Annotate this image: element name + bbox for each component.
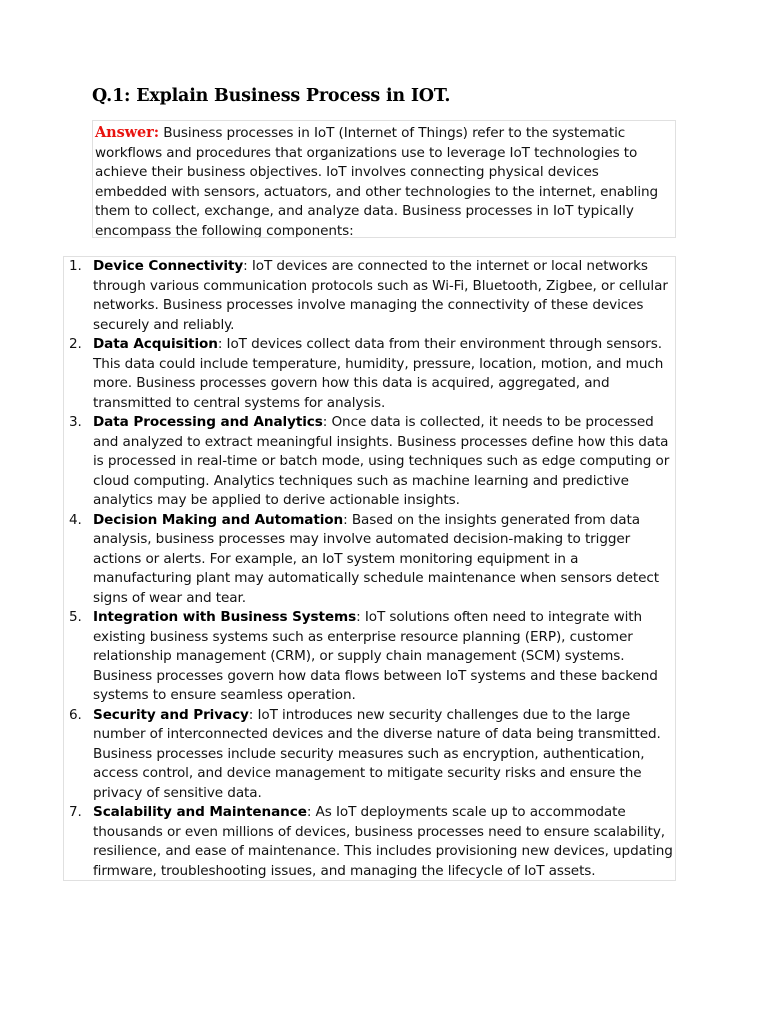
list-item-number: 2. [69,336,82,352]
list-item-term: Integration with Business Systems [93,609,357,625]
list-item-text: : As IoT deployments scale up to accommodate thousands or even millions of devices, business processes need to ensure scalability, resilience, and ease of maintenance. This includes provisioning new devices, updating firmware, troubleshooting issues, and managing the lifecycle of IoT assets. [93,804,673,879]
components-list [64,257,675,881]
components-list-container [63,256,676,881]
list-item-text: : IoT solutions often need to integrate with existing business systems such as enterprise resource planning (ERP), customer relationship management (CRM), or supply chain management (SCM) systems. Business processes govern how data flows between IoT systems and these backend systems to ensure seamless operation. [93,609,658,703]
list-item-number: 3. [69,414,82,430]
answer-paragraph [92,120,676,238]
list-item-term: Data Acquisition [93,336,218,352]
list-item-number: 5. [69,609,82,625]
answer-text: Business processes in IoT (Internet of Things) refer to the systematic workflows and procedures that organizations use to leverage IoT technologies to achieve their business objectives. IoT involves connecting physical devices embedded with sensors, actuators, and other technologies to the internet, enabling them to collect, exchange, and analyze data. Business processes in IoT typically encompass the following components: [95,125,659,238]
list-item [64,413,675,511]
answer-label: Answer: [95,124,159,141]
list-item-text: : IoT devices collect data from their environment through sensors. This data could include temperature, humidity, pressure, location, motion, and much more. Business processes govern how this data is acquired, aggregated, and transmitted to central systems for analysis. [93,336,664,411]
list-item-text: : Based on the insights generated from data analysis, business processes may involve automated decision-making to trigger actions or alerts. For example, an IoT system monitoring equipment in a manufacturing plant may automatically schedule maintenance when sensors detect signs of wear and tear. [93,511,659,606]
list-item [64,335,675,413]
list-item-text: : IoT introduces new security challenges due to the large number of interconnected devices and the diverse nature of data being transmitted. Business processes include security measures such as encryption, authentication, access control, and device management to mitigate security risks and ensure the privacy of sensitive data. [93,706,661,801]
list-item-term: Device Connectivity [93,258,244,274]
list-item [64,257,675,335]
list-item-term: Decision Making and Automation [93,511,344,528]
list-item-number: 6. [69,706,82,723]
list-item-term: Security and Privacy [93,706,249,723]
list-item-number: 4. [69,511,82,528]
list-item-number: 7. [69,804,82,820]
list-item [64,511,675,609]
list-item [64,706,675,804]
list-item-term: Data Processing and Analytics [93,414,323,430]
list-item [64,608,675,706]
list-item [64,803,675,881]
list-item-number: 1. [69,258,82,274]
question-heading: Q.1: Explain Business Process in IOT. [92,86,451,106]
list-item-text: : IoT devices are connected to the internet or local networks through various communication protocols such as Wi-Fi, Bluetooth, Zigbee, or cellular networks. Business processes involve managing the connectivity of these devices securely and reliably. [93,258,668,333]
list-item-text: : Once data is collected, it needs to be processed and analyzed to extract meaningful insights. Business processes define how this data is processed in real-time or batch mode, using techniques such as edge computing or cloud computing. Analytics techniques such as machine learning and predictive analytics may be applied to derive actionable insights. [93,414,670,508]
list-item-term: Scalability and Maintenance [93,804,307,820]
